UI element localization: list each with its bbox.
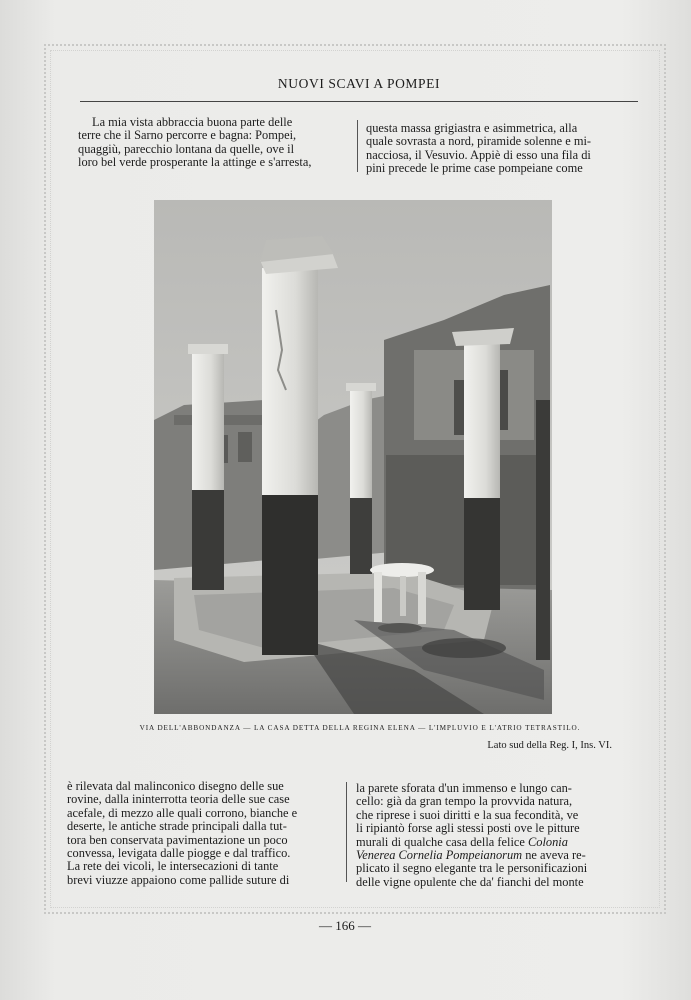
text-line: brevi viuzze appaiono come pallide suture di [67,872,290,887]
text-line: tora ben conservata pavimentazione un poco [67,832,288,847]
text-line: rovine, dalla ininterrotta teoria delle sue case [67,792,290,807]
column-divider [357,120,358,172]
bottom-right-column [356,782,627,889]
page-number: — 166 — [319,918,371,933]
text-run: murali di qualche casa della felice [356,834,529,849]
running-title: NUOVI SCAVI A POMPEI [277,76,441,91]
column-divider [346,782,347,882]
figure-subcaption: Lato sud della Reg. I, Ins. VI. [487,740,612,751]
text-run: ne aveva re- [522,848,586,863]
figure-caption: VIA DELL'ABBONDANZA — LA CASA DETTA DELLA REGINA ELENA — L'IMPLUVIO E L'ATRIO TETRASTILO. [139,724,581,732]
top-right-column [366,122,640,176]
text-line: nacciosa, il Vesuvio. Appiè di esso una fila di [366,147,591,162]
text-line: terre che il Sarno percorre e bagna: Pompei, [78,128,297,143]
text-line: quaggiù, parecchio lontana da quelle, ove il [78,141,295,156]
text-line: delle vigne opulente che da' fianchi del monte [356,874,584,889]
text-line: plicato il segno elegante tra le personificazioni [356,861,588,876]
text-line: li ripiantò forse agli stessi posti ove le pitture [356,821,580,836]
photo-illustration [154,200,552,714]
text-line: è rilevata dal malinconico disegno delle sue [67,779,284,793]
text-line: questa massa grigiastra e asimmetrica, alla [366,121,578,135]
text-line [356,849,627,862]
text-italic: Colonia [528,834,568,849]
text-line: La mia vista abbraccia buona parte delle [92,115,293,129]
text-line: che riprese i suoi diritti e la sua fecondità, ve [356,807,579,822]
text-line: quale sovrasta a nord, piramide solenne e mi- [366,134,592,149]
text-line: loro bel verde prosperante la attinge e s'arresta, [78,155,312,170]
text-line: convessa, levigata dalle piogge e dal traffico. [67,846,291,861]
text-line: acefale, di mezzo alle quali corrono, bianche e [67,805,298,820]
top-left-column [78,116,350,170]
text-line: La rete dei vicoli, le intersecazioni di tante [67,859,279,874]
text-italic: Venerea Cornelia Pompeianorum [356,848,523,863]
text-line: pini precede le prime case pompeiane come [366,161,583,176]
text-line: cello: già da gran tempo la provvida natura, [356,794,573,809]
header-rule [80,101,638,102]
text-line: la parete sforata d'un immenso e lungo can- [356,781,572,795]
text-line [356,836,627,849]
photograph-atrium-columns [154,200,552,714]
bottom-left-column [67,780,338,887]
text-line: deserte, le antiche strade principali dalla tut- [67,819,287,834]
